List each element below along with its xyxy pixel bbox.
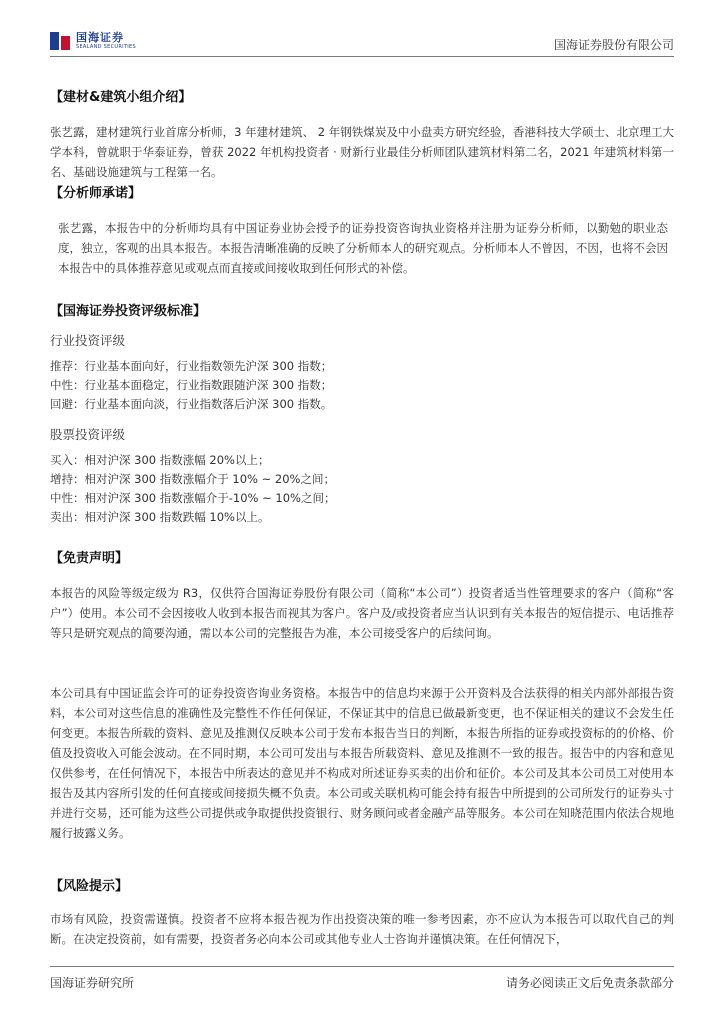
header-company-name: 国海证券股份有限公司 — [553, 38, 674, 52]
industry-rating-item: 回避：行业基本面向淡，行业指数落后沪深 300 指数。 — [50, 397, 333, 411]
stock-rating-item: 增持：相对沪深 300 指数涨幅介于 10% ~ 20%之间； — [50, 472, 335, 486]
stock-rating-item: 中性：相对沪深 300 指数涨幅介于-10% ~ 10%之间； — [50, 491, 336, 505]
industry-rating-item: 中性：行业基本面稳定，行业指数跟随沪深 300 指数； — [50, 378, 333, 392]
team-intro-text: 张艺露，建材建筑行业首席分析师，3 年建材建筑、 2 年钢铁煤炭及中小盘卖方研究经验，香港科技大学硕士、北京理工大学本科，曾就职于华泰证券，曾获 2022 年机构投资者 · 财新行业最佳分析师团队建筑材料第二名，2021 年建筑材料第一名、基础设施建筑与工程第一名。 — [50, 125, 674, 179]
disclaimer-paragraph-2: 本公司具有中国证监会许可的证券投资咨询业务资格。本报告中的信息均来源于公开资料及合法获得的相关内部外部报告资料，本公司对这些信息的准确性及完整性不作任何保证，不保证其中的信息已做最新变更，也不保证相关的建议不会发生任何变更。本报告所载的资料、意见及推测仅反映本公司于发布本报告当日的判断，本报告所指的证券或投资标的的价格、价值及投资收入可能会波动。在不同时期，本公司可发出与本报告所载资料、意见及推测不一致的报告。报告中的内容和意见仅供参考，在任何情况下，本报告中所表达的意见并不构成对所述证券买卖的出价和征价。本公司及其本公司员工对使用本报告及其内容所引发的任何直接或间接损失概不负责。本公司或关联机构可能会持有报告中所提到的公司所发行的证券头寸并进行交易，还可能为这些公司提供或争取提供投资银行、财务顾问或者金融产品等服务。本公司在知晓范围内依法合规地履行披露义务。 — [50, 686, 674, 840]
stock-rating-item: 买入：相对沪深 300 指数涨幅 20%以上； — [50, 453, 270, 467]
stock-rating-heading: 股票投资评级 — [50, 427, 126, 442]
risk-text: 市场有风险，投资需谨慎。投资者不应将本报告视为作出投资决策的唯一参考因素，亦不应认为本报告可以取代自己的判断。在决定投资前，如有需要，投资者务必向本公司或其他专业人士咨询并谨慎决策。在任何情况下， — [50, 912, 674, 946]
stock-rating-item: 卖出：相对沪深 300 指数跌幅 10%以上。 — [50, 510, 270, 524]
stock-rating-list — [50, 451, 674, 527]
logo-name-en: SEALAND SECURITIES — [76, 44, 136, 50]
disclaimer-section-title: 【免责声明】 — [50, 551, 129, 566]
team-section-title: 【建材&建筑小组介绍】 — [50, 90, 192, 105]
industry-rating-heading: 行业投资评级 — [50, 333, 126, 348]
footer-institute: 国海证券研究所 — [50, 976, 135, 990]
company-logo — [50, 30, 136, 52]
disclaimer-paragraph-1: 本报告的风险等级定级为 R3，仅供符合国海证券股份有限公司（简称“本公司”）投资者适当性管理要求的客户（简称“客户”）使用。本公司不会因接收人收到本报告而视其为客户。客户及/或投资者应当认识到有关本报告的短信提示、电话推荐等只是研究观点的简要沟通，需以本公司的完整报告为准，本公司接受客户的后续问询。 — [50, 586, 674, 640]
footer-disclaimer-note: 请务必阅读正文后免责条款部分 — [505, 976, 674, 990]
footer-divider — [50, 966, 674, 967]
rating-section-title: 【国海证券投资评级标准】 — [50, 304, 207, 319]
logo-name-cn: 国海证券 — [76, 31, 124, 44]
industry-rating-item: 推荐：行业基本面向好，行业指数领先沪深 300 指数； — [50, 359, 333, 373]
risk-section-title: 【风险提示】 — [50, 879, 129, 894]
page-header — [50, 28, 674, 57]
industry-rating-list — [50, 357, 674, 414]
commitment-section-title: 【分析师承诺】 — [50, 186, 142, 201]
logo-mark-icon — [50, 32, 72, 50]
commitment-text: 张艺露，本报告中的分析师均具有中国证券业协会授予的证券投资咨询执业资格并注册为证券分析师，以勤勉的职业态度，独立，客观的出具本报告。本报告清晰准确的反映了分析师本人的研究观点。分析师本人不曾因，不因，也将不会因本报告中的具体推荐意见或观点而直接或间接收取到任何形式的补偿。 — [58, 221, 668, 275]
